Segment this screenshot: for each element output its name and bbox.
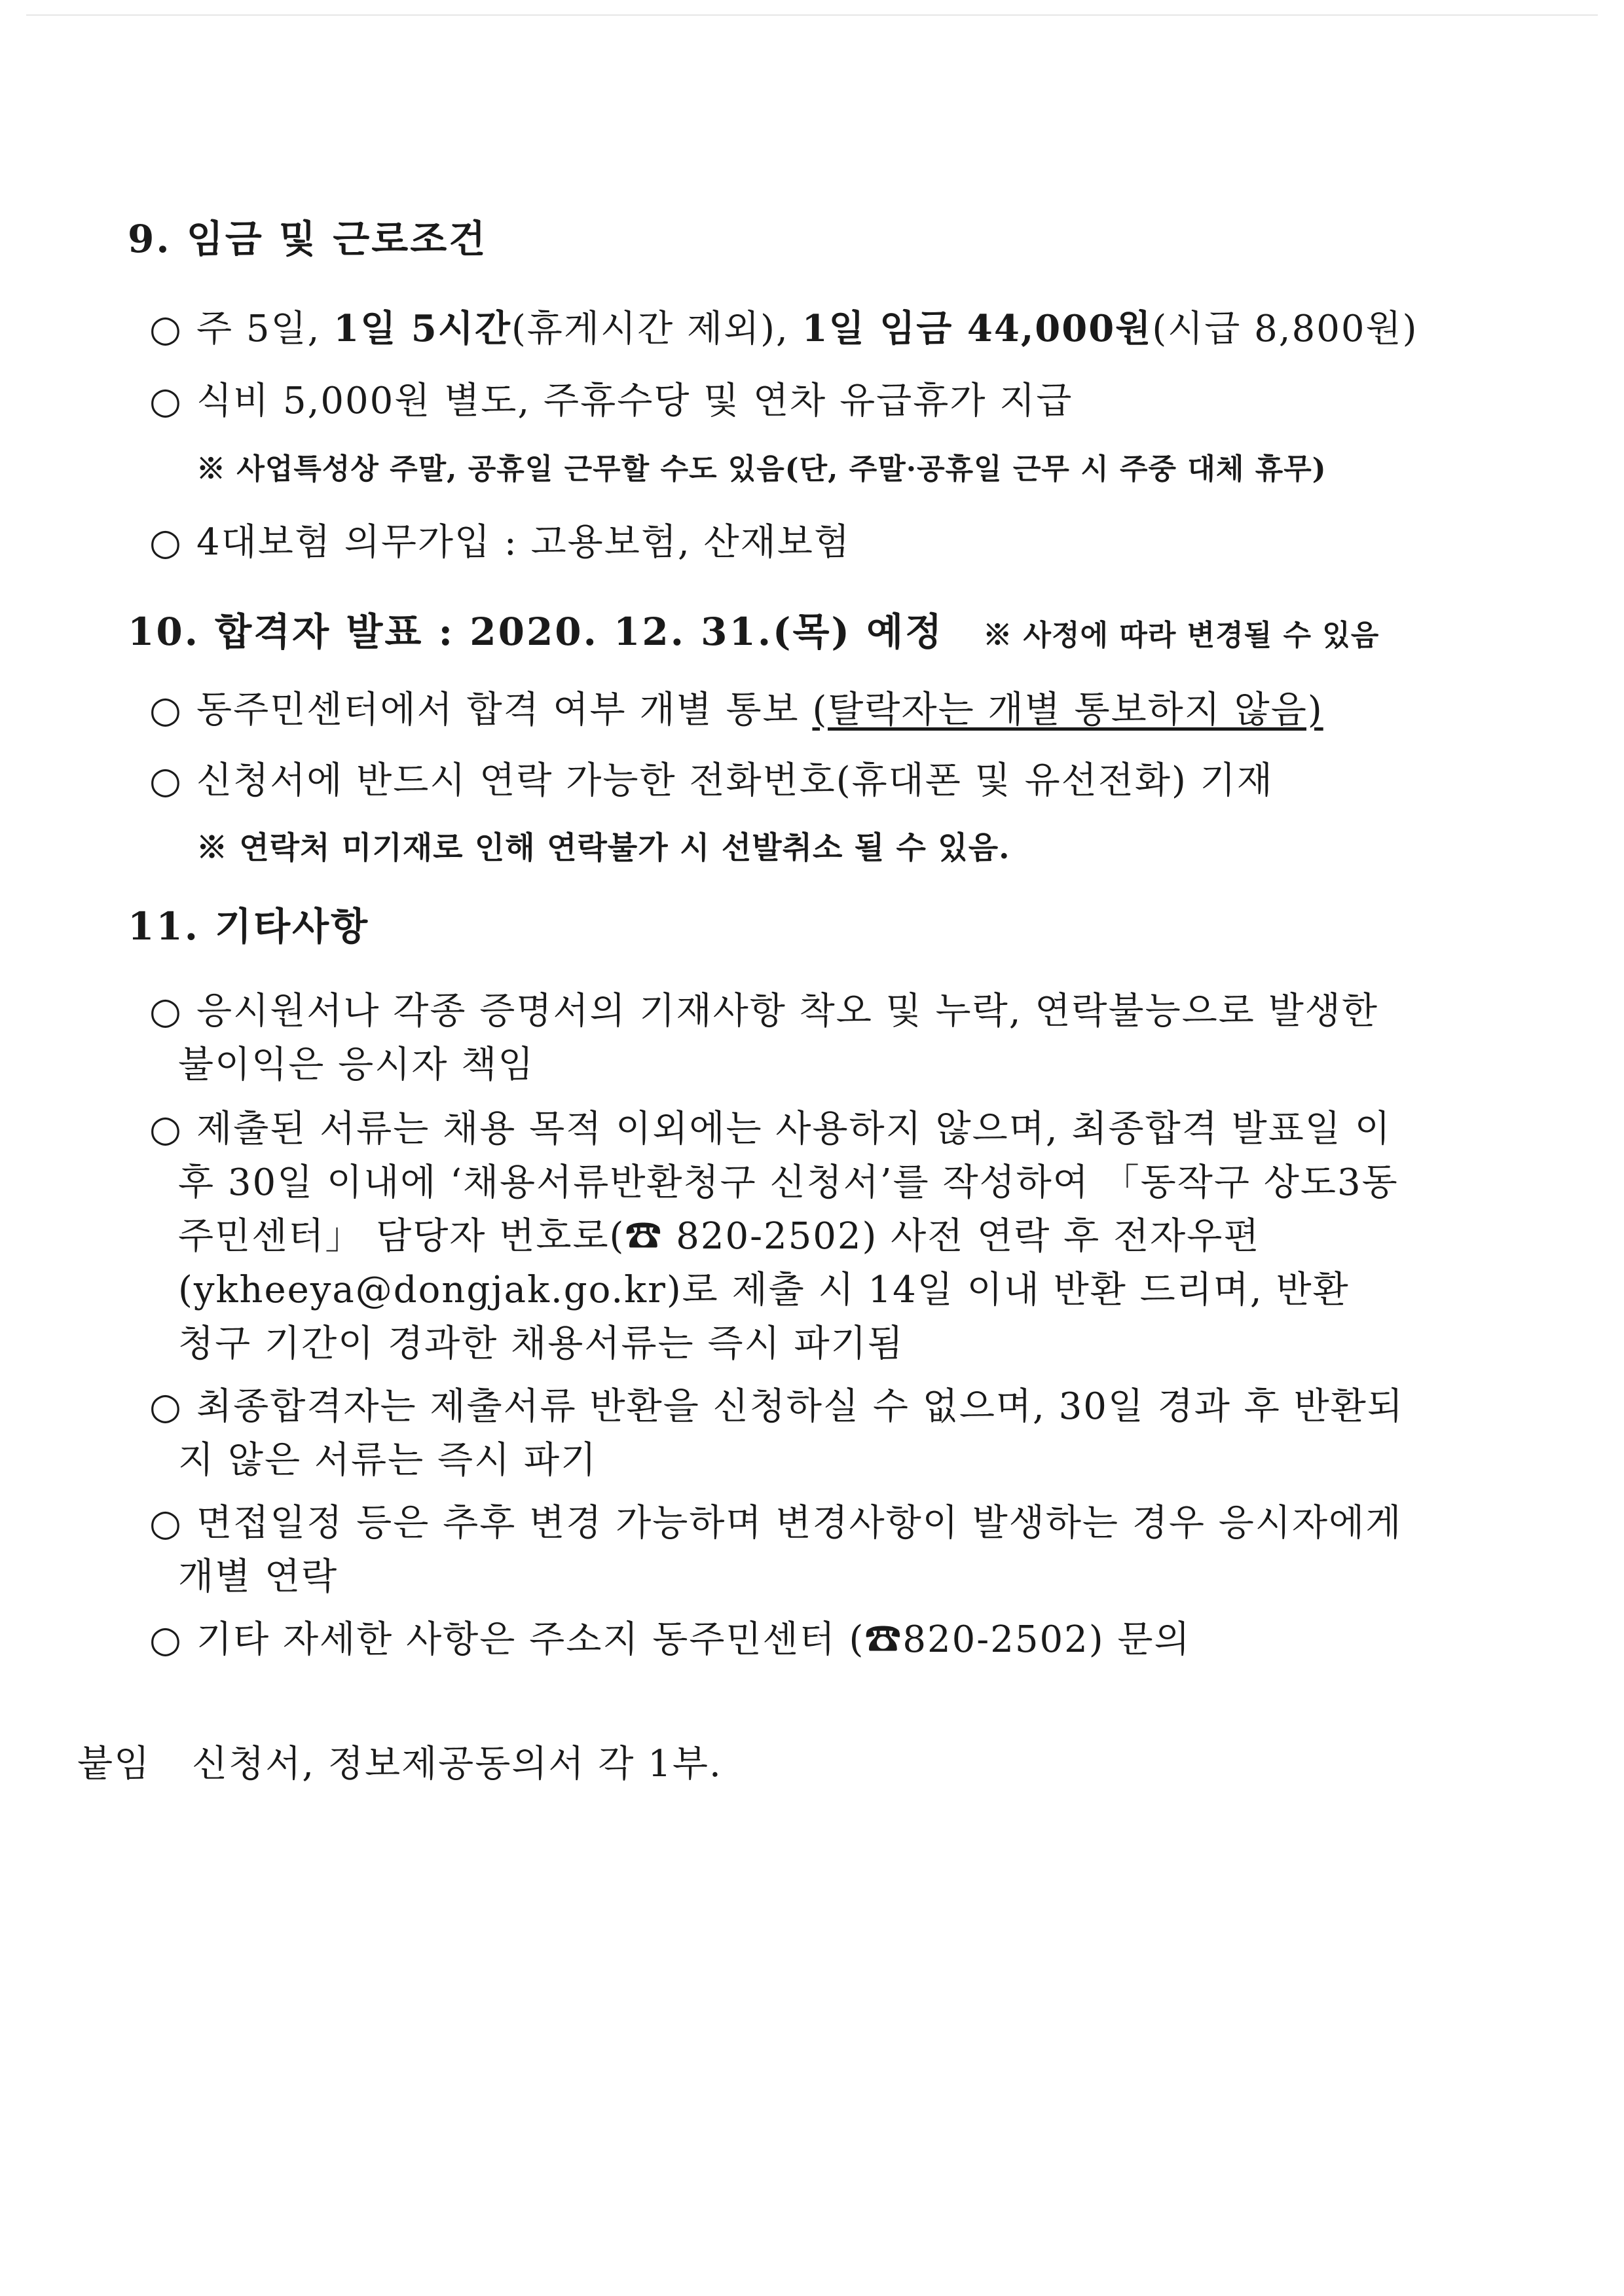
s11-b2-line-5: 청구 기간이 경과한 채용서류는 즉시 파기됨 xyxy=(178,1322,904,1365)
s10-heading-text: 10. 합격자 발표 : 2020. 12. 31.(목) 예정 xyxy=(128,610,944,654)
s11-bullet-1 xyxy=(149,982,1378,1034)
s11-bullet-2 xyxy=(149,1100,1392,1152)
s9-b1-part-d: 1일 임금 44,000원 xyxy=(802,307,1153,350)
section-10-heading xyxy=(128,601,1379,656)
s10-b2-text: 신청서에 반드시 연락 가능한 전화번호(휴대폰 및 유선전화) 기재 xyxy=(196,759,1274,802)
s9-b1-part-e: (시급 8,800원) xyxy=(1152,308,1418,350)
bullet-mark: ○ xyxy=(149,990,183,1032)
s9-bullet-1 xyxy=(149,300,1418,352)
s10-b1-text: 동주민센터에서 합격 여부 개별 통보 xyxy=(196,689,813,731)
s11-bullet-4 xyxy=(149,1494,1402,1546)
bullet-mark: ○ xyxy=(149,1618,183,1661)
s11-b2-line-3: 주민센터」 담당자 번호로(☎ 820-2502) 사전 연락 후 전자우편 xyxy=(178,1215,1261,1258)
bullet-mark: ○ xyxy=(149,689,183,731)
s11-bullet-3 xyxy=(149,1377,1404,1430)
s9-b1-part-c: (휴게시간 제외), xyxy=(511,308,802,350)
s10-note: ※ 연락처 미기재로 인해 연락불가 시 선발취소 될 수 있음. xyxy=(196,830,1010,866)
attachment-label: 붙임 xyxy=(77,1743,151,1785)
s11-b5-text: 기타 자세한 사항은 주소지 동주민센터 (☎820-2502) 문의 xyxy=(196,1618,1191,1661)
s11-b1-line-1: 응시원서나 각종 증명서의 기재사항 착오 및 누락, 연락불능으로 발생한 xyxy=(196,990,1378,1032)
bullet-mark: ○ xyxy=(149,521,183,564)
s9-note: ※ 사업특성상 주말, 공휴일 근무할 수도 있음(단, 주말·공휴일 근무 시 주중 대체 휴무) xyxy=(196,452,1327,486)
s10-heading-note: ※ 사정에 따라 변경될 수 있음 xyxy=(983,619,1380,652)
s11-b3-line-1: 최종합격자는 제출서류 반환을 신청하실 수 없으며, 30일 경과 후 반환되 xyxy=(196,1385,1404,1428)
scan-edge-line xyxy=(26,14,1598,16)
s11-bullet-5 xyxy=(149,1611,1191,1663)
section-11-heading: 11. 기타사항 xyxy=(128,904,370,949)
s9-b2-text: 식비 5,000원 별도, 주휴수당 및 연차 유급휴가 지급 xyxy=(196,380,1073,422)
s9-b1-part-b: 1일 5시간 xyxy=(333,307,511,350)
s9-bullet-3 xyxy=(149,513,851,566)
s11-b2-line-1: 제출된 서류는 채용 목적 이외에는 사용하지 않으며, 최종합격 발표일 이 xyxy=(196,1108,1392,1150)
bullet-mark: ○ xyxy=(149,308,183,350)
s10-bullet-2 xyxy=(149,752,1274,804)
section-9-heading: 9. 임금 및 근로조건 xyxy=(128,217,488,261)
s9-bullet-2 xyxy=(149,372,1073,424)
attachment-text: 신청서, 정보제공동의서 각 1부. xyxy=(192,1743,722,1785)
s9-b3-text: 4대보험 의무가입 : 고용보험, 산재보험 xyxy=(196,521,851,564)
s11-b1-line-2: 불이익은 응시자 책임 xyxy=(178,1044,535,1086)
bullet-mark: ○ xyxy=(149,380,183,422)
bullet-mark: ○ xyxy=(149,759,183,802)
s11-b4-line-2: 개별 연락 xyxy=(178,1556,339,1598)
bullet-mark: ○ xyxy=(149,1385,183,1428)
bullet-mark: ○ xyxy=(149,1502,183,1544)
s10-bullet-1 xyxy=(149,681,1323,733)
s10-b1-underlined: (탈락자는 개별 통보하지 않음) xyxy=(812,689,1323,731)
s11-b2-line-2: 후 30일 이내에 ‘채용서류반환청구 신청서’를 작성하여 「동작구 상도3동 xyxy=(178,1161,1399,1204)
s9-b1-part-a: 주 5일, xyxy=(196,308,334,350)
s11-b3-line-2: 지 않은 서류는 즉시 파기 xyxy=(178,1439,598,1482)
s11-b2-line-4: (ykheeya@dongjak.go.kr)로 제출 시 14일 이내 반환 드리며, 반환 xyxy=(178,1269,1350,1311)
bullet-mark: ○ xyxy=(149,1108,183,1150)
attachment-line xyxy=(77,1735,722,1787)
s11-b4-line-1: 면접일정 등은 추후 변경 가능하며 변경사항이 발생하는 경우 응시자에게 xyxy=(196,1502,1403,1544)
